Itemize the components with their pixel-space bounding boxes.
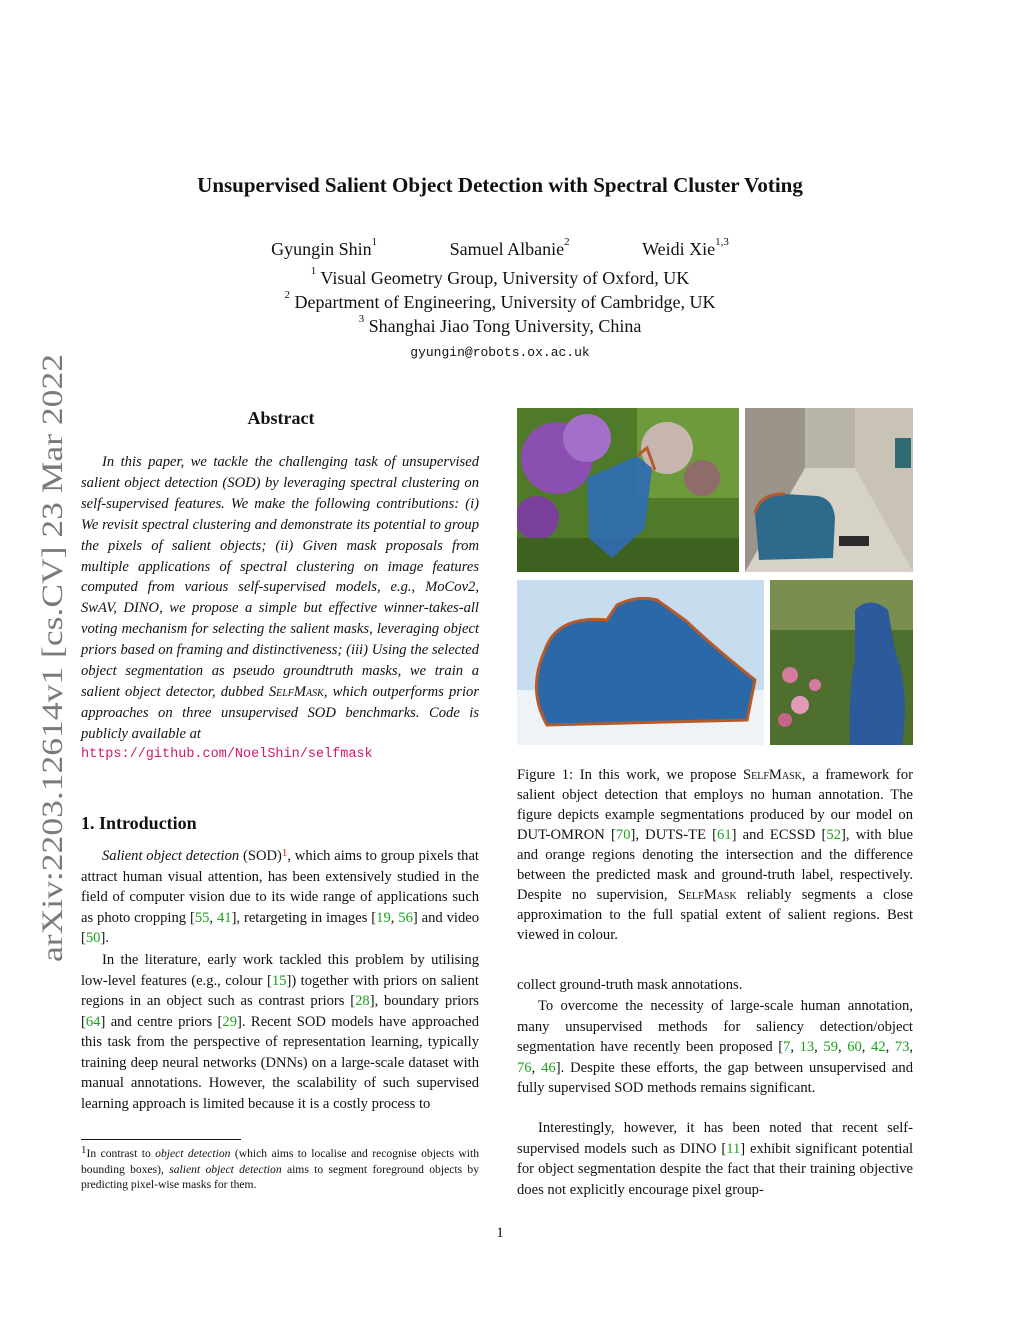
- footnote-rule: [81, 1139, 241, 1140]
- affiliation: $^3$ Shanghai Jiao Tong University, China: [358, 313, 642, 336]
- citation-link[interactable]: 11: [726, 1140, 741, 1157]
- author: Samuel Albanie$^2$: [449, 236, 570, 259]
- right-paragraph-1: collect ground-truth mask annotations.: [517, 977, 743, 993]
- intro-paragraph-2: In the literature, early work tackled this problem by utilising low-level features (e.g., colour [15]) together with priors on salient regions in an object such as contrast priors [28], boundary priors [64] and centre priors [29]. Recent SOD models have approached this task from the perspective of representation learning, typically training deep neural networks (DNNs) on a large-scale dataset with manual annotations. However, the scalability of such supervised learning approach is limited because it is a costly process to: [81, 952, 479, 1112]
- citation-link[interactable]: 41: [216, 909, 232, 926]
- citation-link[interactable]: 52: [826, 827, 841, 843]
- figure-image-polar-bears: [517, 580, 764, 745]
- citation-link[interactable]: 50: [85, 930, 101, 946]
- citation-link[interactable]: 73: [894, 1039, 910, 1055]
- citation-link[interactable]: 15: [271, 972, 287, 989]
- figure-image-woman-roses: [770, 580, 913, 745]
- citation-link[interactable]: 60: [847, 1039, 862, 1055]
- right-paragraph-2: To overcome the necessity of large-scale human annotation, many unsupervised methods for saliency detection/object segmentation have recently been proposed [7, 13, 59, 60, 42, 73, 76, 46]. Despite these efforts, the gap between unsupervised and fully supervised SOD methods remains significant.: [517, 998, 914, 1096]
- author-list: [0, 236, 1000, 260]
- arxiv-stamp: [22, 330, 74, 970]
- intro-paragraph-1: Salient object detection (SOD)$^1$, which aims to group pixels that attract human visual attention, has been extensively studied in the field of computer vision due to its wide range of applications such as photo cropping [55, 41], retargeting in images [19, 56] and video [50].: [81, 847, 480, 946]
- citation-link[interactable]: 59: [823, 1039, 838, 1055]
- abstract-body: In this paper, we tackle the challenging task of unsupervised salient object detection (SOD) by leveraging spectral clustering on self-supervised features. We make the following contributions: (i) We revisit spectral clustering and demonstrate its potential to group the pixels of salient objects; (ii) Given mask proposals from multiple applications of spectral clustering on image features computed from various self-supervised models, e.g., MoCov2, SwAV, DINO, we propose a simple but effective winner-takes-all voting mechanism for selecting the salient masks, leveraging object priors based on framing and distinctiveness; (iii) Using the selected object segmentation as pseudo groundtruth masks, we train a salient object detector, dubbed SelfMask, which outperforms prior approaches on three unsupervised SOD benchmarks. Code is publicly available at https://github.com/NoelShin/selfmask: [81, 452, 479, 766]
- footnote: $^1$In contrast to object detection (which aims to localise and recognise objects with bounding boxes), salient object detection aims to segment foreground objects by predicting pixel-wise masks for them.: [81, 1144, 480, 1191]
- footnote-link[interactable]: 1: [281, 847, 288, 859]
- arxiv-stamp-text: arXiv:2203.12614v1 [cs.CV] 23 Mar 2022: [36, 448, 69, 962]
- model-name: SelfMask: [677, 887, 737, 903]
- figure-image-armchair: [745, 408, 913, 572]
- paper-title: Unsupervised Salient Object Detection with Spectral Cluster Voting: [197, 173, 803, 197]
- citation-link[interactable]: 19: [376, 909, 391, 926]
- affiliation: $^2$ Department of Engineering, University of Cambridge, UK: [284, 289, 716, 312]
- affiliation: $^1$ Visual Geometry Group, University of Oxford, UK: [310, 265, 690, 288]
- citation-link[interactable]: 64: [85, 1013, 101, 1030]
- model-name: SelfMask: [743, 767, 802, 783]
- section-heading-introduction: 1. Introduction: [81, 813, 197, 833]
- author-email[interactable]: gyungin@robots.ox.ac.uk: [410, 345, 590, 360]
- author: Gyungin Shin$^1$: [271, 236, 378, 259]
- citation-link[interactable]: 13: [799, 1039, 815, 1055]
- citation-link[interactable]: 70: [615, 827, 631, 843]
- citation-link[interactable]: 56: [398, 909, 413, 926]
- citation-link[interactable]: 28: [355, 993, 370, 1009]
- author: Weidi Xie$^{1,3}$: [642, 236, 729, 259]
- citation-link[interactable]: 7: [783, 1039, 791, 1055]
- right-paragraph-3: Interestingly, however, it has been noted that recent self-supervised models such as DINO [11] exhibit significant potential for object segmentation despite the fact that their training objective does not explicitly encourage pixel group-: [517, 1120, 913, 1198]
- citation-link[interactable]: 76: [517, 1059, 532, 1076]
- citation-link[interactable]: 46: [541, 1059, 556, 1076]
- citation-link[interactable]: 42: [871, 1039, 886, 1055]
- figure-caption: Figure 1: In this work, we propose SelfMask, a framework for salient object detection that employs no human annotation. The figure depicts example segmentations produced by our model on DUT-OMRON [70], DUTS-TE [61] and ECSSD [52], with blue and orange regions denoting the intersection and the difference between the predicted mask and ground-truth label, respectively. Despite no supervision, SelfMask reliably segments a close approximation to the full spatial extent of salient regions. Best viewed in colour.: [517, 767, 913, 943]
- page-number: 1: [496, 1225, 504, 1241]
- citation-link[interactable]: 55: [194, 909, 210, 926]
- citation-link[interactable]: 29: [222, 1013, 237, 1030]
- citation-link[interactable]: 61: [717, 827, 732, 843]
- code-link[interactable]: https://github.com/NoelShin/selfmask: [81, 746, 373, 762]
- abstract-heading: Abstract: [247, 408, 315, 428]
- model-name: SelfMask: [268, 683, 324, 700]
- figure-image-butterfly: [517, 408, 739, 572]
